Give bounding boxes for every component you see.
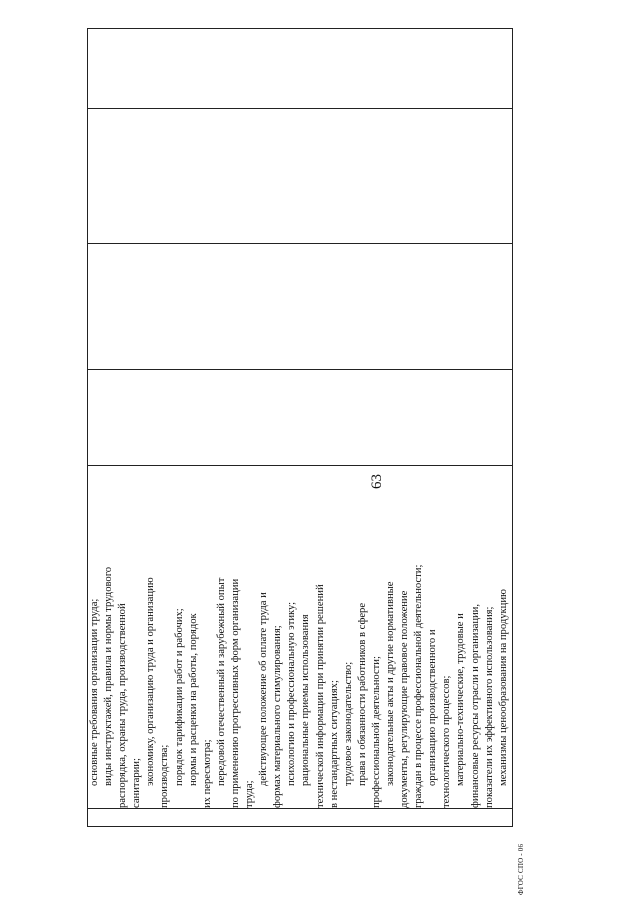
text-line: действующее положение об оплате труда и	[258, 592, 270, 786]
text-line: показатели их эффективного использования;	[483, 606, 495, 808]
text-line: материально-технические, трудовые и	[455, 613, 467, 786]
text-line: финансовые ресурсы отрасли и организации,	[469, 604, 481, 808]
text-line: нормы и расценки на работы, порядок	[187, 613, 199, 786]
text-line: профессиональной деятельности;	[370, 656, 382, 808]
empty-cell	[88, 109, 513, 244]
text-line: граждан в процессе профессиональной деятельности;	[413, 564, 425, 808]
text-line: технической информации при принятии решений	[314, 584, 326, 808]
text-line: права и обязанности работников в сфере	[356, 602, 368, 786]
knowledge-list	[88, 466, 511, 808]
page-landscape	[87, 22, 537, 907]
empty-cell-index	[88, 809, 513, 827]
text-line: труда;	[244, 780, 256, 808]
text-line: санитарии;	[131, 758, 143, 808]
text-line: в нестандартных ситуациях;	[328, 680, 340, 808]
text-line: по применению прогрессивных форм организации	[229, 578, 241, 808]
table-row	[88, 29, 513, 827]
empty-cell	[88, 29, 513, 109]
text-line: законодательные акты и другие нормативные	[384, 581, 396, 786]
empty-cell	[88, 244, 513, 370]
rotated-page	[87, 22, 537, 907]
text-line: формах материального стимулирования;	[272, 625, 284, 808]
text-line: рациональные приемы использования	[300, 614, 312, 786]
text-line: трудовое законодательство;	[342, 661, 354, 786]
text-line: порядок тарификации работ и рабочих;	[173, 608, 185, 786]
text-line: виды инструктажей, правила и нормы трудового	[103, 566, 115, 786]
text-line: основные требования организации труда;	[89, 598, 100, 786]
text-line: документы, регулирующие правовое положение	[399, 590, 411, 808]
knowledge-cell	[88, 466, 513, 809]
text-line: их пересмотра;	[201, 739, 213, 808]
text-line: организацию производственного и	[427, 629, 439, 786]
text-line: психологию и профессиональную этику;	[286, 601, 298, 786]
competency-table	[87, 28, 513, 827]
text-line: передовой отечественный и зарубежный опыт	[215, 577, 227, 786]
text-line: технологического процессов;	[441, 675, 453, 808]
text-line: экономику, организацию труда и организацию	[145, 577, 157, 786]
text-line: распорядка, охраны труда, производственной	[117, 603, 129, 808]
text-line: механизмы ценообразования на продукцию	[497, 589, 509, 786]
empty-cell	[88, 370, 513, 466]
page-number: 63	[369, 474, 385, 489]
footer-code: ФГОС СПО - 06	[517, 843, 525, 895]
text-line: производства;	[159, 744, 171, 808]
